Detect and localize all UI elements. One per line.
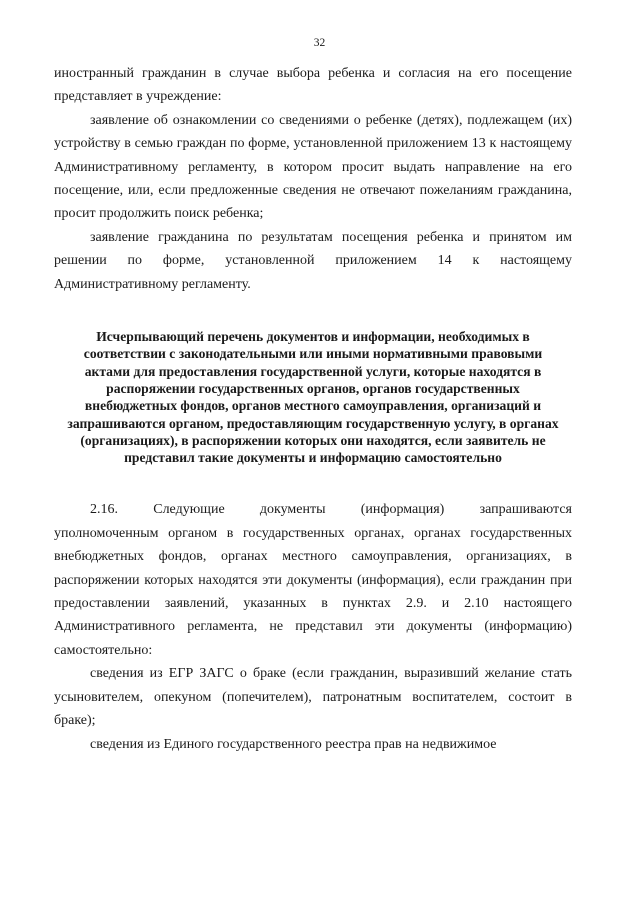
section-216-word: запрашиваются (479, 502, 572, 518)
section-216-first-line (90, 498, 572, 521)
section-216-word: (информация) (360, 502, 445, 518)
paragraph-application-familiarization: заявление об ознакомлении со сведениями о ребенке (детях), подлежащем (их) устройству в семью граждан по форме, установленной приложением 13 к настоящему Административному регламенту, в котором просит выдать направление на его посещение, или, если предложенные сведения не отвечают пожеланиям гражданина, просит продолжить поиск ребенка; (54, 112, 572, 222)
section-216-text: уполномоченным органом в государственных органах, органах государственных внебюджетных фондов, органах местного самоуправления, организациях, в распоряжении которых находятся эти документы (информация), если гражданин при предоставлении заявлений, указанных в пунктах 2.9. и 2.10 настоящего Административного регламента, не представил эти документы (информацию) самостоятельно: (54, 525, 572, 658)
clause-number: 2.16. (90, 502, 118, 518)
section-216-word: Следующие (153, 502, 225, 518)
section-heading: Исчерпывающий перечень документов и информации, необходимых в соответствии с законодательными или иными нормативными правовыми актами для предоставления государственной услуги, которые находятся в распоряжении государственных органов, органов государственных внебюджетных фондов, органов местного самоуправления, организаций и запрашиваются органом, предоставляющим государственную услугу, в органах (организациях), в распоряжении которых они находятся, если заявитель не представил такие документы и информацию самостоятельно (67, 329, 559, 466)
page-number: 32 (313, 37, 326, 49)
paragraph-real-estate-registry: сведения из Единого государственного реестра прав на недвижимое (90, 736, 497, 752)
paragraph-zags-marriage-info: сведения из ЕГР ЗАГС о браке (если гражданин, выразивший желание стать усыновителем, опекуном (попечителем), патронатным воспитателем, состоит в браке); (54, 666, 572, 729)
section-216-word: документы (259, 502, 326, 518)
document-body (54, 62, 572, 756)
paragraph-application-visit-result: заявление гражданина по результатам посещения ребенка и принятом им решении по форме, установленной приложением 14 к настоящему Административному регламенту. (54, 229, 572, 292)
paragraph-continuation: иностранный гражданин в случае выбора ребенка и согласия на его посещение представляет в учреждение: (54, 66, 572, 105)
